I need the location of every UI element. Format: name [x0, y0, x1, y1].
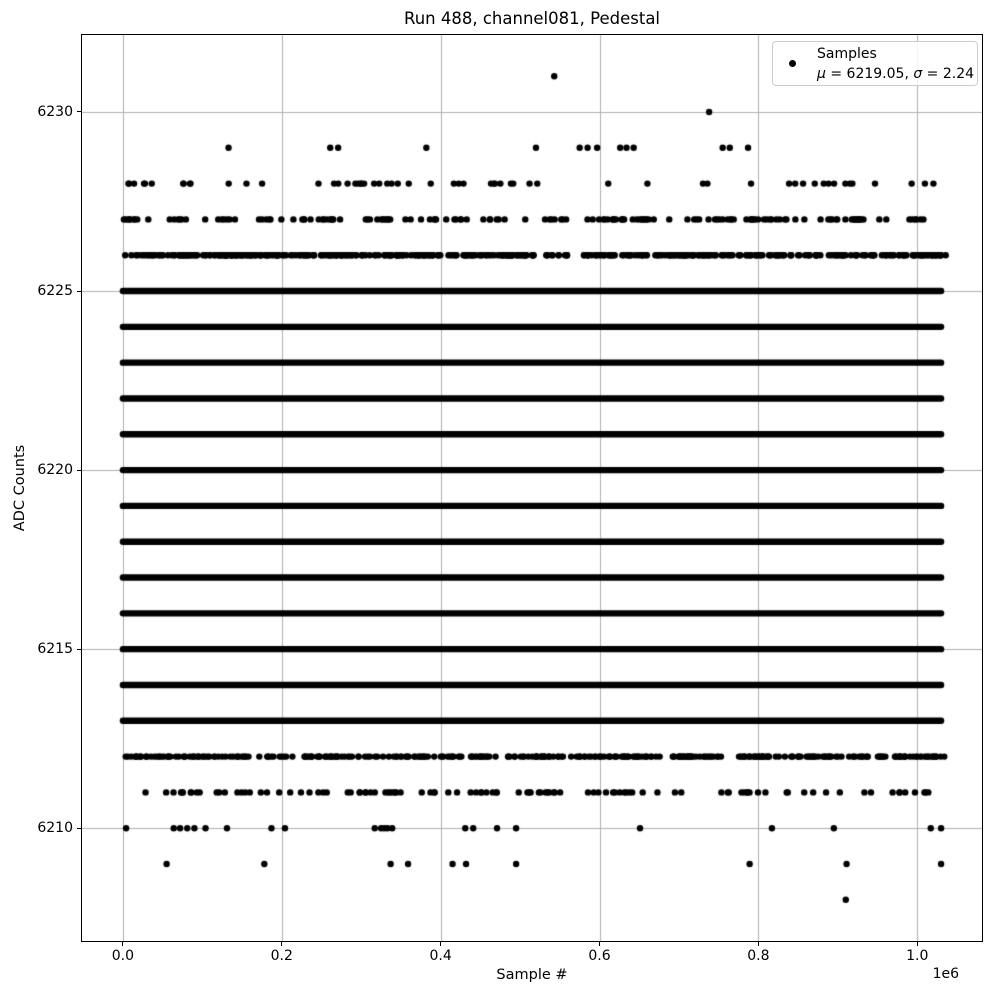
- plot-area: [81, 34, 983, 942]
- x-tick-label: 0.2: [270, 948, 293, 964]
- mu-value: = 6219.05,: [825, 65, 914, 82]
- samples-marker-icon: [789, 60, 796, 67]
- x-tick-mark: [599, 942, 600, 946]
- x-axis-offset-label: 1e6: [932, 966, 959, 982]
- x-tick-mark: [917, 942, 918, 946]
- y-tick-label: 6210: [37, 820, 73, 837]
- x-tick-label: 0.0: [111, 948, 135, 964]
- x-axis-label: Sample #: [496, 967, 568, 983]
- x-tick-label: 0.6: [588, 948, 611, 964]
- y-tick-label: 6215: [37, 641, 73, 658]
- x-tick-label: 0.4: [429, 948, 452, 964]
- legend-text: [817, 44, 974, 84]
- y-tick-label: 6230: [37, 103, 73, 120]
- y-tick-label: 6225: [37, 283, 73, 300]
- sigma-symbol: σ: [913, 65, 923, 82]
- x-tick-label: 1.0: [906, 948, 929, 964]
- chart-title: Run 488, channel081, Pedestal: [403, 9, 661, 28]
- y-tick-mark: [77, 470, 81, 471]
- x-tick-mark: [440, 942, 441, 946]
- legend: [772, 41, 978, 86]
- y-axis-label: ADC Counts: [12, 444, 28, 532]
- y-tick-mark: [77, 649, 81, 650]
- x-tick-label: 0.8: [747, 948, 770, 964]
- legend-label-stats: [817, 64, 974, 84]
- y-tick-mark: [77, 828, 81, 829]
- x-tick-mark: [758, 942, 759, 946]
- y-tick-label: 6220: [37, 462, 73, 479]
- x-tick-mark: [281, 942, 282, 946]
- y-tick-mark: [77, 111, 81, 112]
- x-tick-mark: [122, 942, 123, 946]
- y-tick-mark: [77, 291, 81, 292]
- scatter-canvas: [82, 35, 982, 941]
- legend-label-samples: Samples: [817, 45, 877, 62]
- mu-symbol: μ: [817, 65, 826, 82]
- sigma-value: = 2.24: [922, 65, 975, 82]
